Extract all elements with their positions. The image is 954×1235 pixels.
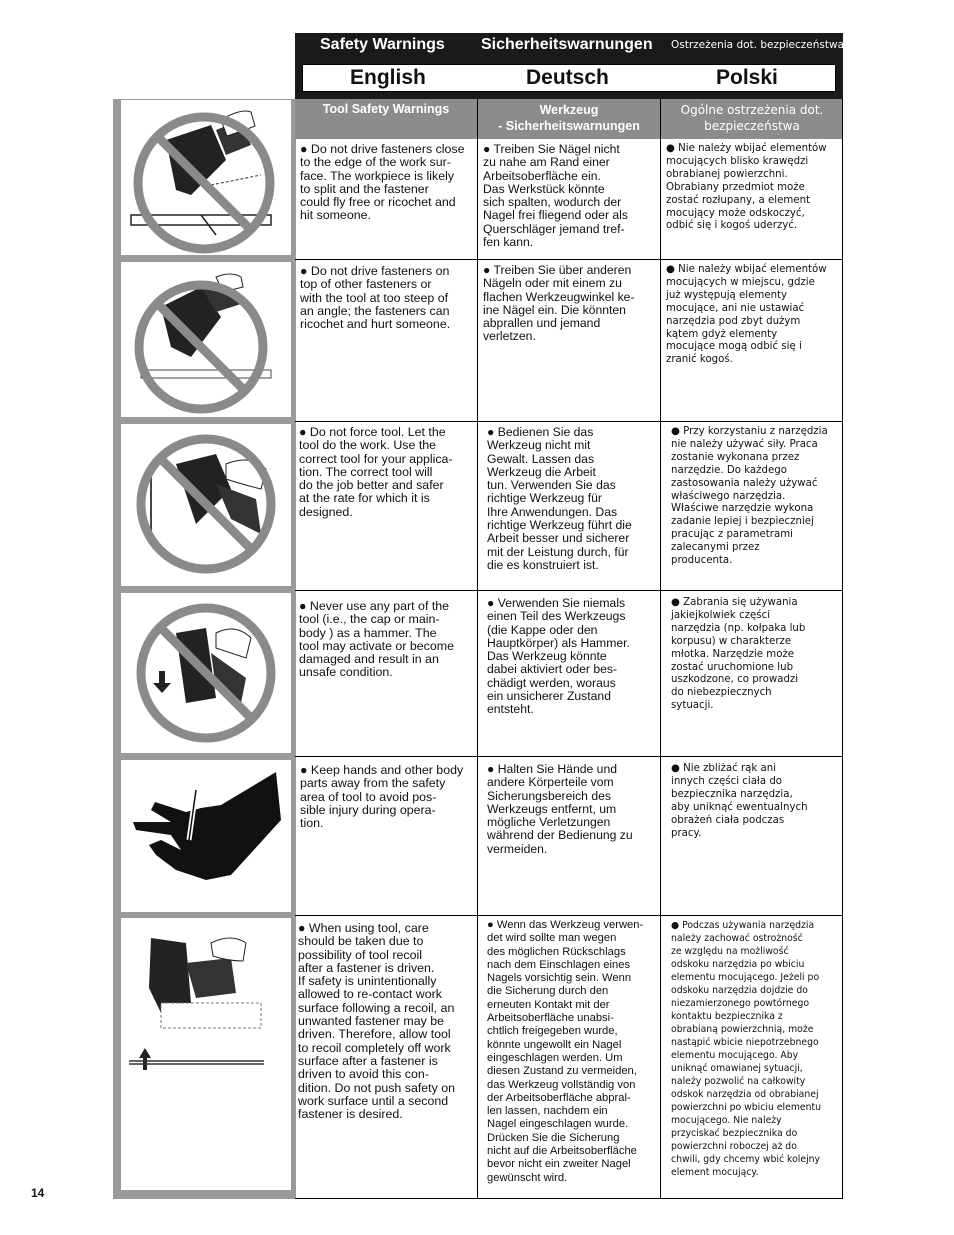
warning-text-de: ● Wenn das Werkzeug verwen- det wird sollte man wegen des möglichen Rückschlags nach dem Einschlagen eines Nagels vorsichtig sein. Wenn die Sicherung durch den erneuten Kontakt mit der Arbeitsoberfläche unabsi- chtlich freigegeben wurde, könnte ungewollt ein Nagel eingeschlagen werden. Um diesen Zustand zu vermeiden, das Werkzeug vollständig von der Arbeitsoberfläche abpral- len lassen, nachdem ein Nagel eingeschlagen wurde. Drücken Sie die Sicherung nicht auf die Arbeitsoberfläche bevor nicht ein zweiter Nagel gewünscht wird. (487, 919, 644, 1184)
warning-text-de: ● Treiben Sie Nägel nicht zu nahe am Rand einer Arbeitsoberfläche ein. Das Werkstück könnte sich spalten, wodurch der Nagel frei fliegend oder als Querschläger jemand tref- fen kann. (483, 142, 628, 250)
subheader-en (295, 99, 477, 139)
row-divider (295, 590, 843, 591)
subheader-en-label: Tool Safety Warnings (322, 102, 450, 116)
header-language-bar (295, 59, 843, 99)
row-divider (295, 421, 843, 422)
warning-text-de: ● Halten Sie Hände und andere Körperteile vom Sicherungsbereich des Werkzeugs entfernt, um mögliche Verletzungen während der Bedienung zu vermeiden. (487, 762, 633, 856)
warning-text-de: ● Verwenden Sie niemals einen Teil des Werkzeugs (die Kappe oder den Hauptkörper) als Hammer. Das Werkzeug könnte dabei aktiviert oder bes- chädigt werden, woraus ein unsicherer Zustand entsteht. (487, 596, 630, 717)
header-safety-warnings-bar (295, 33, 843, 59)
header-safety-en: Safety Warnings (320, 36, 445, 53)
warning-text-en: ● When using tool, care should be taken due to possibility of tool recoil after a fastener is driven. If safety is unintentionally allowed to re-contact work surface following a recoil, an unwanted fastener may be driven. Therefore, allow tool to recoil completely off work surface after a fastener is driven to avoid this con- dition. Do not push safety on work surface until a second fastener is desired. (298, 921, 456, 1122)
column-divider (842, 99, 843, 1199)
subheader-pl-label: Ogólne ostrzeżenia dot. bezpieczeństwa (680, 103, 824, 133)
column-divider (477, 99, 478, 1199)
warning-text-en: ● Do not drive fasteners close to the edge of the work sur- face. The workpiece is likely to split and the fastener could fly free or ricochet and hit someone. (300, 142, 465, 223)
no-nailing-over-nails-icon (121, 262, 291, 417)
illustration-row-5 (121, 760, 291, 912)
language-deutsch: Deutsch (526, 66, 609, 89)
tool-recoil-icon (121, 918, 291, 1190)
subheader-de-label: Werkzeug - Sicherheitswarnungen (498, 103, 640, 133)
hand-nail-hazard-icon (121, 760, 291, 912)
warning-text-en: ● Do not drive fasteners on top of other fasteners or with the tool at too steep of an angle; the fasteners can ricochet and hurt someone. (300, 264, 451, 332)
no-hammering-icon (121, 593, 291, 753)
no-nailing-near-edge-icon (121, 100, 291, 255)
warning-text-en: ● Do not force tool. Let the tool do the work. Use the correct tool for your applica- tion. The correct tool will do the job better and safer at the rate for which it is designed. (299, 425, 453, 519)
warning-text-de: ● Bedienen Sie das Werkzeug nicht mit Gewalt. Lassen das Werkzeug die Arbeit tun. Verwenden Sie das richtige Werkzeug für Ihre Anwendungen. Das richtige Werkzeug führt die Arbeit besser und sicherer mit der Leistung durch, für die es konstruiert ist. (487, 425, 632, 572)
language-polski: Polski (716, 66, 778, 89)
subheader-de (478, 99, 660, 139)
warning-text-pl: ● Nie zbliżać rąk ani innych części ciała do bezpiecznika narzędzia, aby uniknąć ewentualnych obrażeń ciała podczas pracy. (671, 763, 808, 839)
language-box (302, 64, 836, 92)
warning-text-pl: ● Podczas używania narzędzia należy zachować ostrożność ze względu na możliwość odskoku narzędzia po wbiciu elementu mocującego. Jeżeli po odskoku narzędzia dojdzie do niezamierzonego powtórnego kontaktu bezpiecznika z obrabianą powierzchnią, może nastąpić wbicie niepotrzebnego elementu mocującego. Aby uniknąć omawianej sytuacji, należy pozwolić na całkowity odskok narzędzia od obrabianej powierzchni po wbiciu elementu mocującego. Nie należy przyciskać bezpiecznika do powierzchni roboczej aż do chwili, gdy chcemy wbić kolejny element mocujący. (671, 920, 822, 1178)
warning-text-en: ● Keep hands and other body parts away from the safety area of tool to avoid pos- sible injury during opera- tion. (300, 763, 464, 831)
language-english: English (350, 66, 426, 89)
warning-text-en: ● Never use any part of the tool (i.e., the cap or main- body ) as a hammer. The tool may activate or become damaged and result in an unsafe condition. (299, 599, 454, 680)
header-safety-de: Sicherheitswarnungen (481, 36, 653, 53)
row-divider (295, 1198, 843, 1199)
row-divider (295, 915, 843, 916)
illustration-row-6 (121, 918, 291, 1190)
subheader-pl (661, 99, 843, 139)
header-safety-pl: Ostrzeżenia dot. bezpieczeństwa (671, 39, 845, 51)
warning-text-pl: ● Nie należy wbijać elementów mocujących w miejscu, gdzie już występują elementy mocujące, ani nie ustawiać narzędzia pod zbyt dużym kątem gdyż elementy mocujące mogą odbić się i zranić kogoś. (666, 264, 827, 366)
warning-text-pl: ● Przy korzystaniu z narzędzia nie należy używać siły. Praca zostanie wykonana przez narzędzie. Do każdego zastosowania należy używać właściwego narzędzia. Właściwe narzędzie wykona zadanie lepiej i bezpieczniej pracując z parametrami zalecanymi przez producenta. (671, 426, 828, 567)
illustration-row-4 (121, 593, 291, 753)
no-forcing-tool-icon (121, 424, 291, 586)
warning-text-de: ● Treiben Sie über anderen Nägeln oder mit einem zu flachen Werkzeugwinkel ke- ine Nägel ein. Die könnten abprallen und jemand verletzen. (483, 263, 635, 344)
row-divider (295, 259, 843, 260)
page-number: 14 (31, 1186, 45, 1200)
illustration-row-1 (121, 100, 291, 255)
illustration-row-2 (121, 262, 291, 417)
warning-text-pl: ● Zabrania się używania jakiejkolwiek części narzędzia (np. kołpaka lub korpusu) w charakterze młotka. Narzędzie może zostać uruchomione lub uszkodzone, co prowadzi do niebezpiecznych sytuacji. (671, 597, 806, 712)
row-divider (295, 756, 843, 757)
column-divider (660, 99, 661, 1199)
illustration-row-3 (121, 424, 291, 586)
warning-text-pl: ● Nie należy wbijać elementów mocujących blisko krawędzi obrabianej powierzchni. Obrabiany przedmiot może zostać rozłupany, a element mocujący może odskoczyć, odbić się i kogoś uderzyć. (666, 143, 827, 232)
